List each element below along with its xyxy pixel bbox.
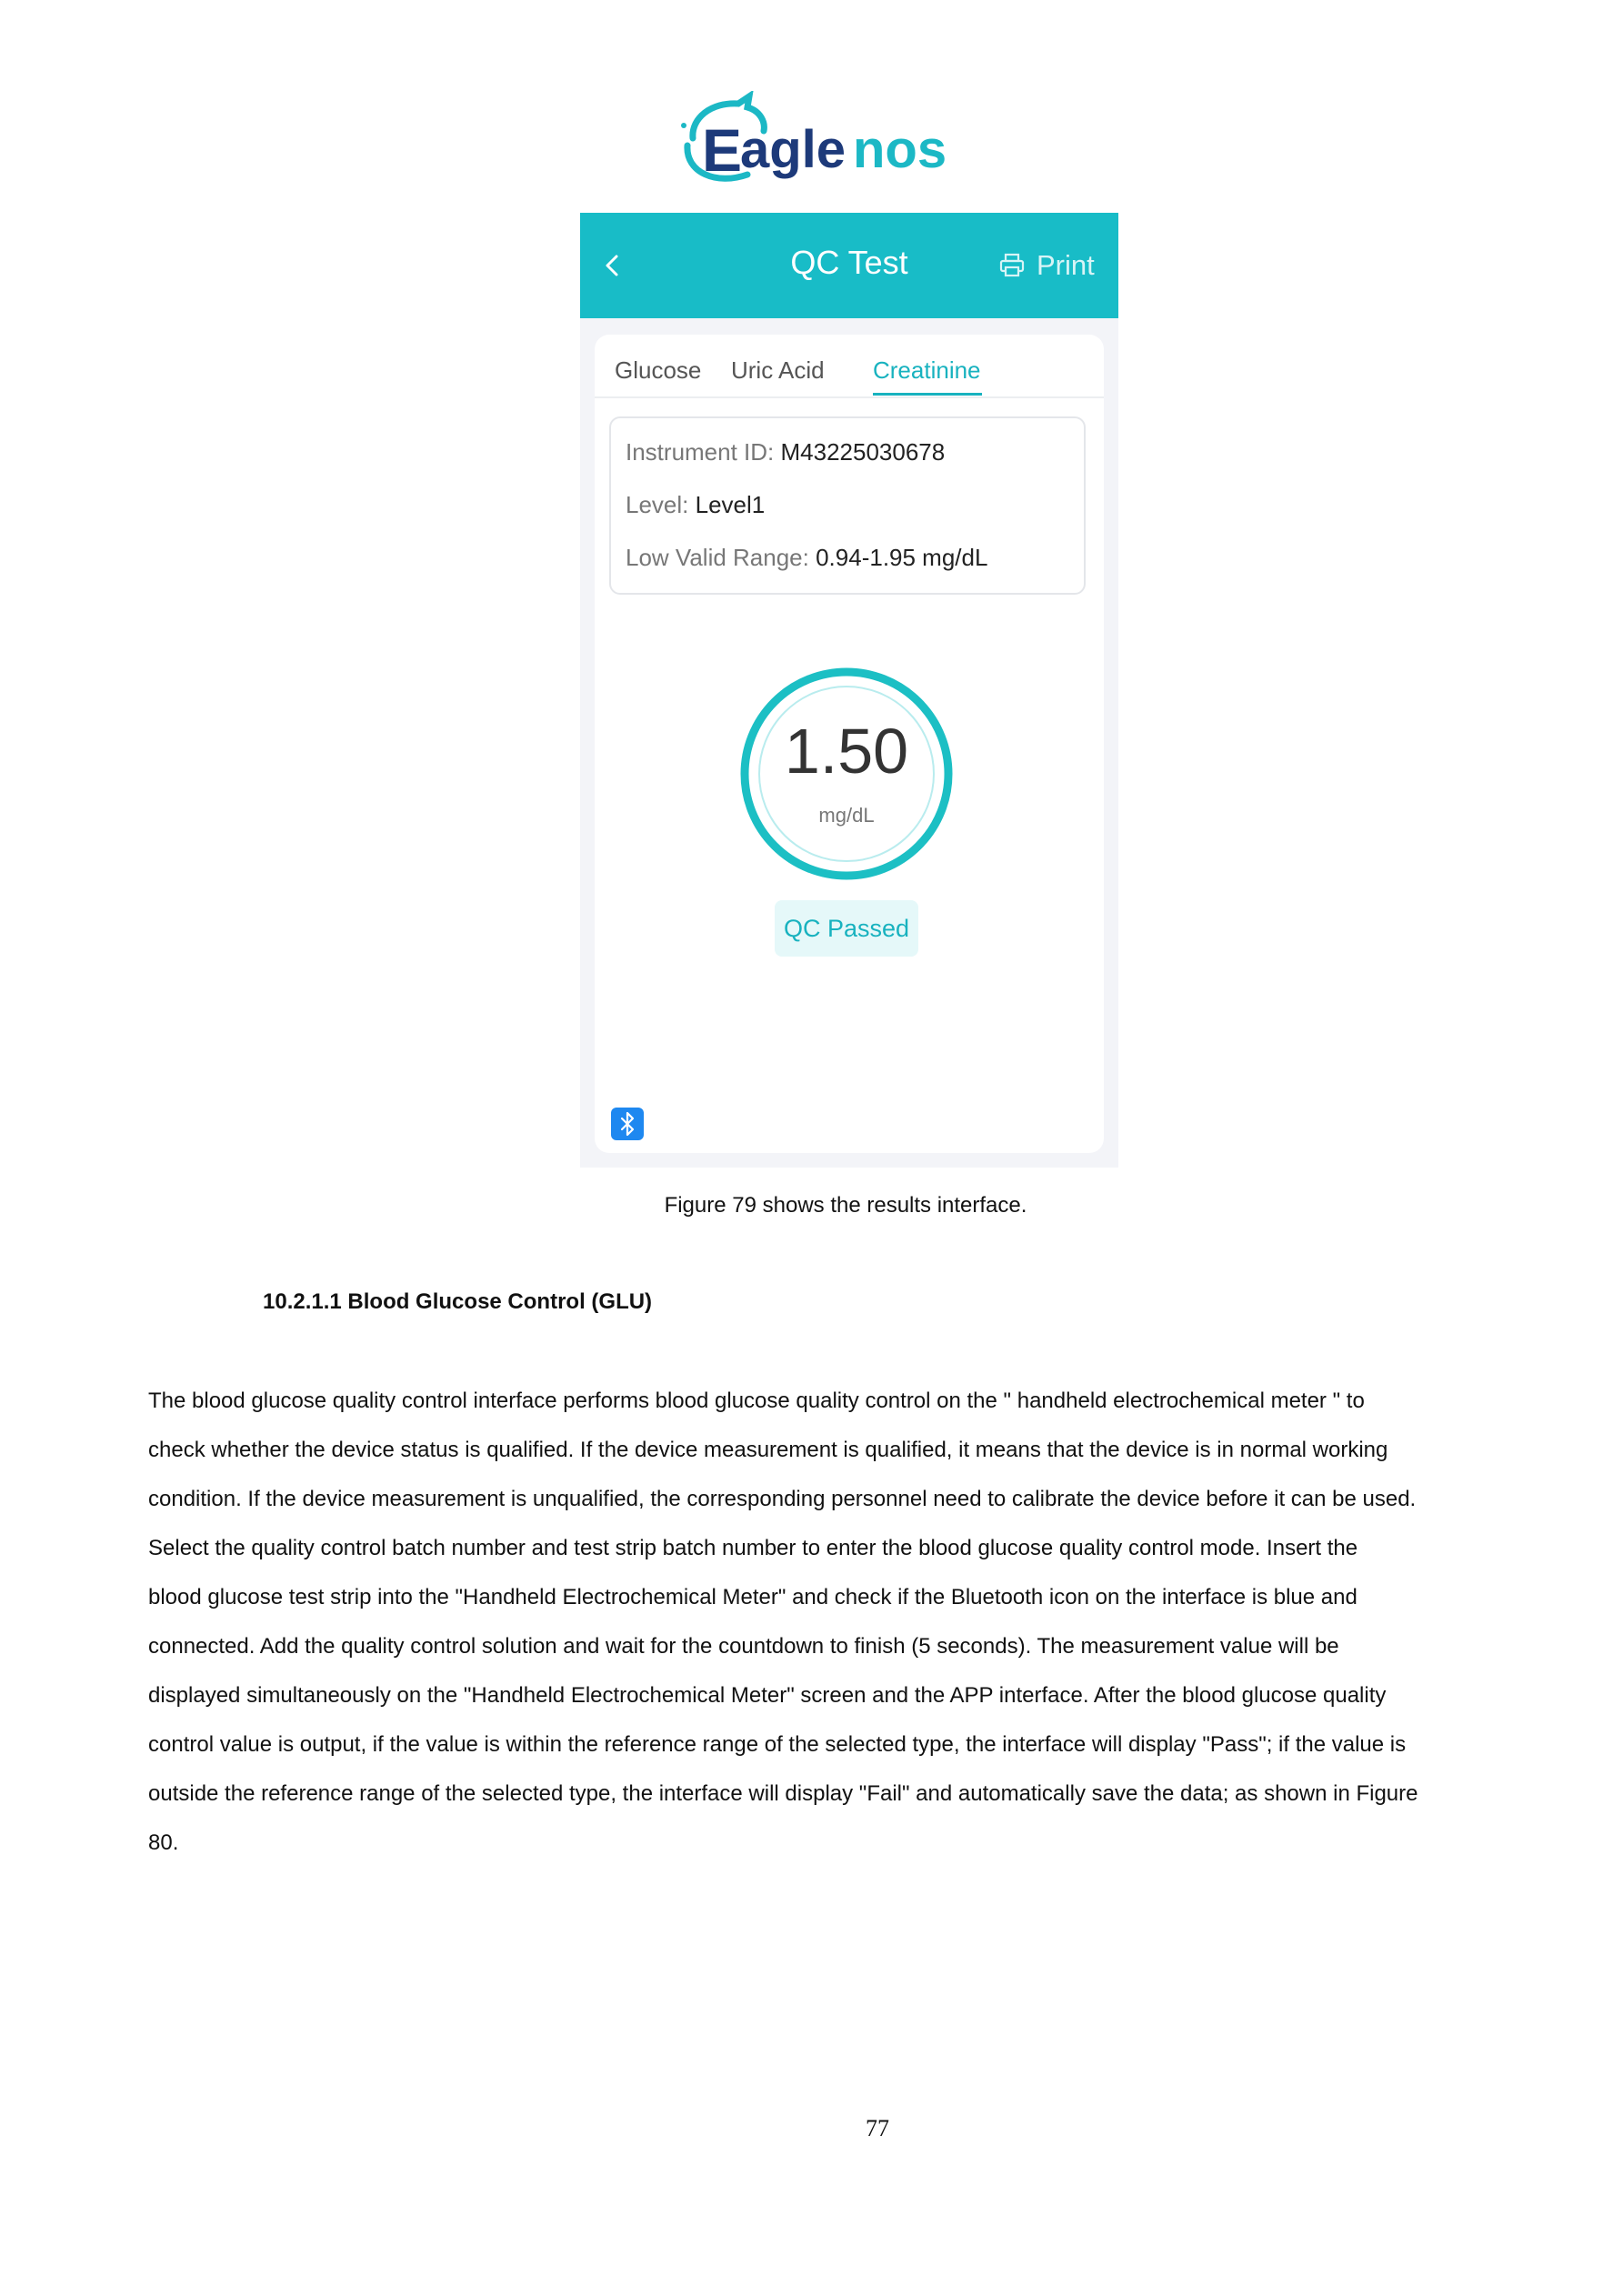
qc-status-badge: QC Passed xyxy=(775,900,918,957)
svg-text:nos: nos xyxy=(853,120,947,179)
paragraph-line: blood glucose test strip into the "Handheld Electrochemical Meter" and check if the Bluetooth icon on the interface is blue and xyxy=(148,1585,1358,1609)
tab-bar xyxy=(595,335,1104,398)
instrument-id-label: Instrument ID: xyxy=(626,438,781,466)
page-number: 77 xyxy=(866,2115,889,2141)
qc-card xyxy=(595,335,1104,1153)
level-row xyxy=(626,491,765,519)
tab-uric-acid[interactable]: Uric Acid xyxy=(731,356,825,384)
level-label: Level: xyxy=(626,491,696,518)
paragraph-line: connected. Add the quality control solution and wait for the countdown to finish (5 seconds). The measurement value will be xyxy=(148,1634,1339,1659)
app-header xyxy=(580,213,1118,318)
section-heading: 10.2.1.1 Blood Glucose Control (GLU) xyxy=(263,1289,653,1314)
instrument-id-row xyxy=(626,438,945,466)
figure-caption: Figure 79 shows the results interface. xyxy=(664,1193,1027,1218)
level-value: Level1 xyxy=(695,491,766,518)
valid-range-row xyxy=(626,544,987,572)
app-screenshot xyxy=(580,213,1118,1168)
body-paragraph xyxy=(148,1377,1485,1868)
eaglenos-logo xyxy=(675,91,957,191)
tab-glucose[interactable]: Glucose xyxy=(615,356,702,384)
tab-creatinine[interactable]: Creatinine xyxy=(873,356,981,384)
page-title: QC Test xyxy=(790,244,908,281)
paragraph-line: control value is output, if the value is within the reference range of the selected type, the interface will display "Pass"; if the value is xyxy=(148,1732,1407,1757)
svg-text:agle: agle xyxy=(740,120,847,179)
valid-range-label: Low Valid Range: xyxy=(626,544,817,571)
printer-icon xyxy=(998,252,1026,279)
paragraph-line: condition. If the device measurement is unqualified, the corresponding personnel need to calibrate the device before it can be used. xyxy=(148,1487,1417,1511)
instrument-id-value: M43225030678 xyxy=(780,438,946,466)
instrument-info-box xyxy=(609,416,1086,595)
active-tab-indicator xyxy=(873,393,982,396)
paragraph-line: outside the reference range of the selected type, the interface will display "Fail" and automatically save the data; as shown in Figure xyxy=(148,1781,1418,1806)
paragraph-line: Select the quality control batch number and test strip batch number to enter the blood glucose quality control mode. Insert the xyxy=(148,1536,1358,1560)
result-unit: mg/dL xyxy=(818,804,875,827)
paragraph-line: 80. xyxy=(148,1830,179,1855)
bluetooth-icon[interactable] xyxy=(611,1108,644,1140)
paragraph-line: check whether the device status is qualified. If the device measurement is qualified, it means that the device is in normal working xyxy=(148,1438,1388,1462)
paragraph-line: The blood glucose quality control interface performs blood glucose quality control on the " handheld electrochemical meter " to xyxy=(148,1389,1365,1413)
valid-range-value: 0.94-1.95 mg/dL xyxy=(816,544,988,571)
print-label: Print xyxy=(1037,249,1095,281)
svg-text:E: E xyxy=(702,116,743,184)
result-value: 1.50 xyxy=(784,716,909,787)
print-button[interactable] xyxy=(998,247,1095,284)
paragraph-line: displayed simultaneously on the "Handheld Electrochemical Meter" screen and the APP interface. After the blood glucose quality xyxy=(148,1683,1387,1708)
